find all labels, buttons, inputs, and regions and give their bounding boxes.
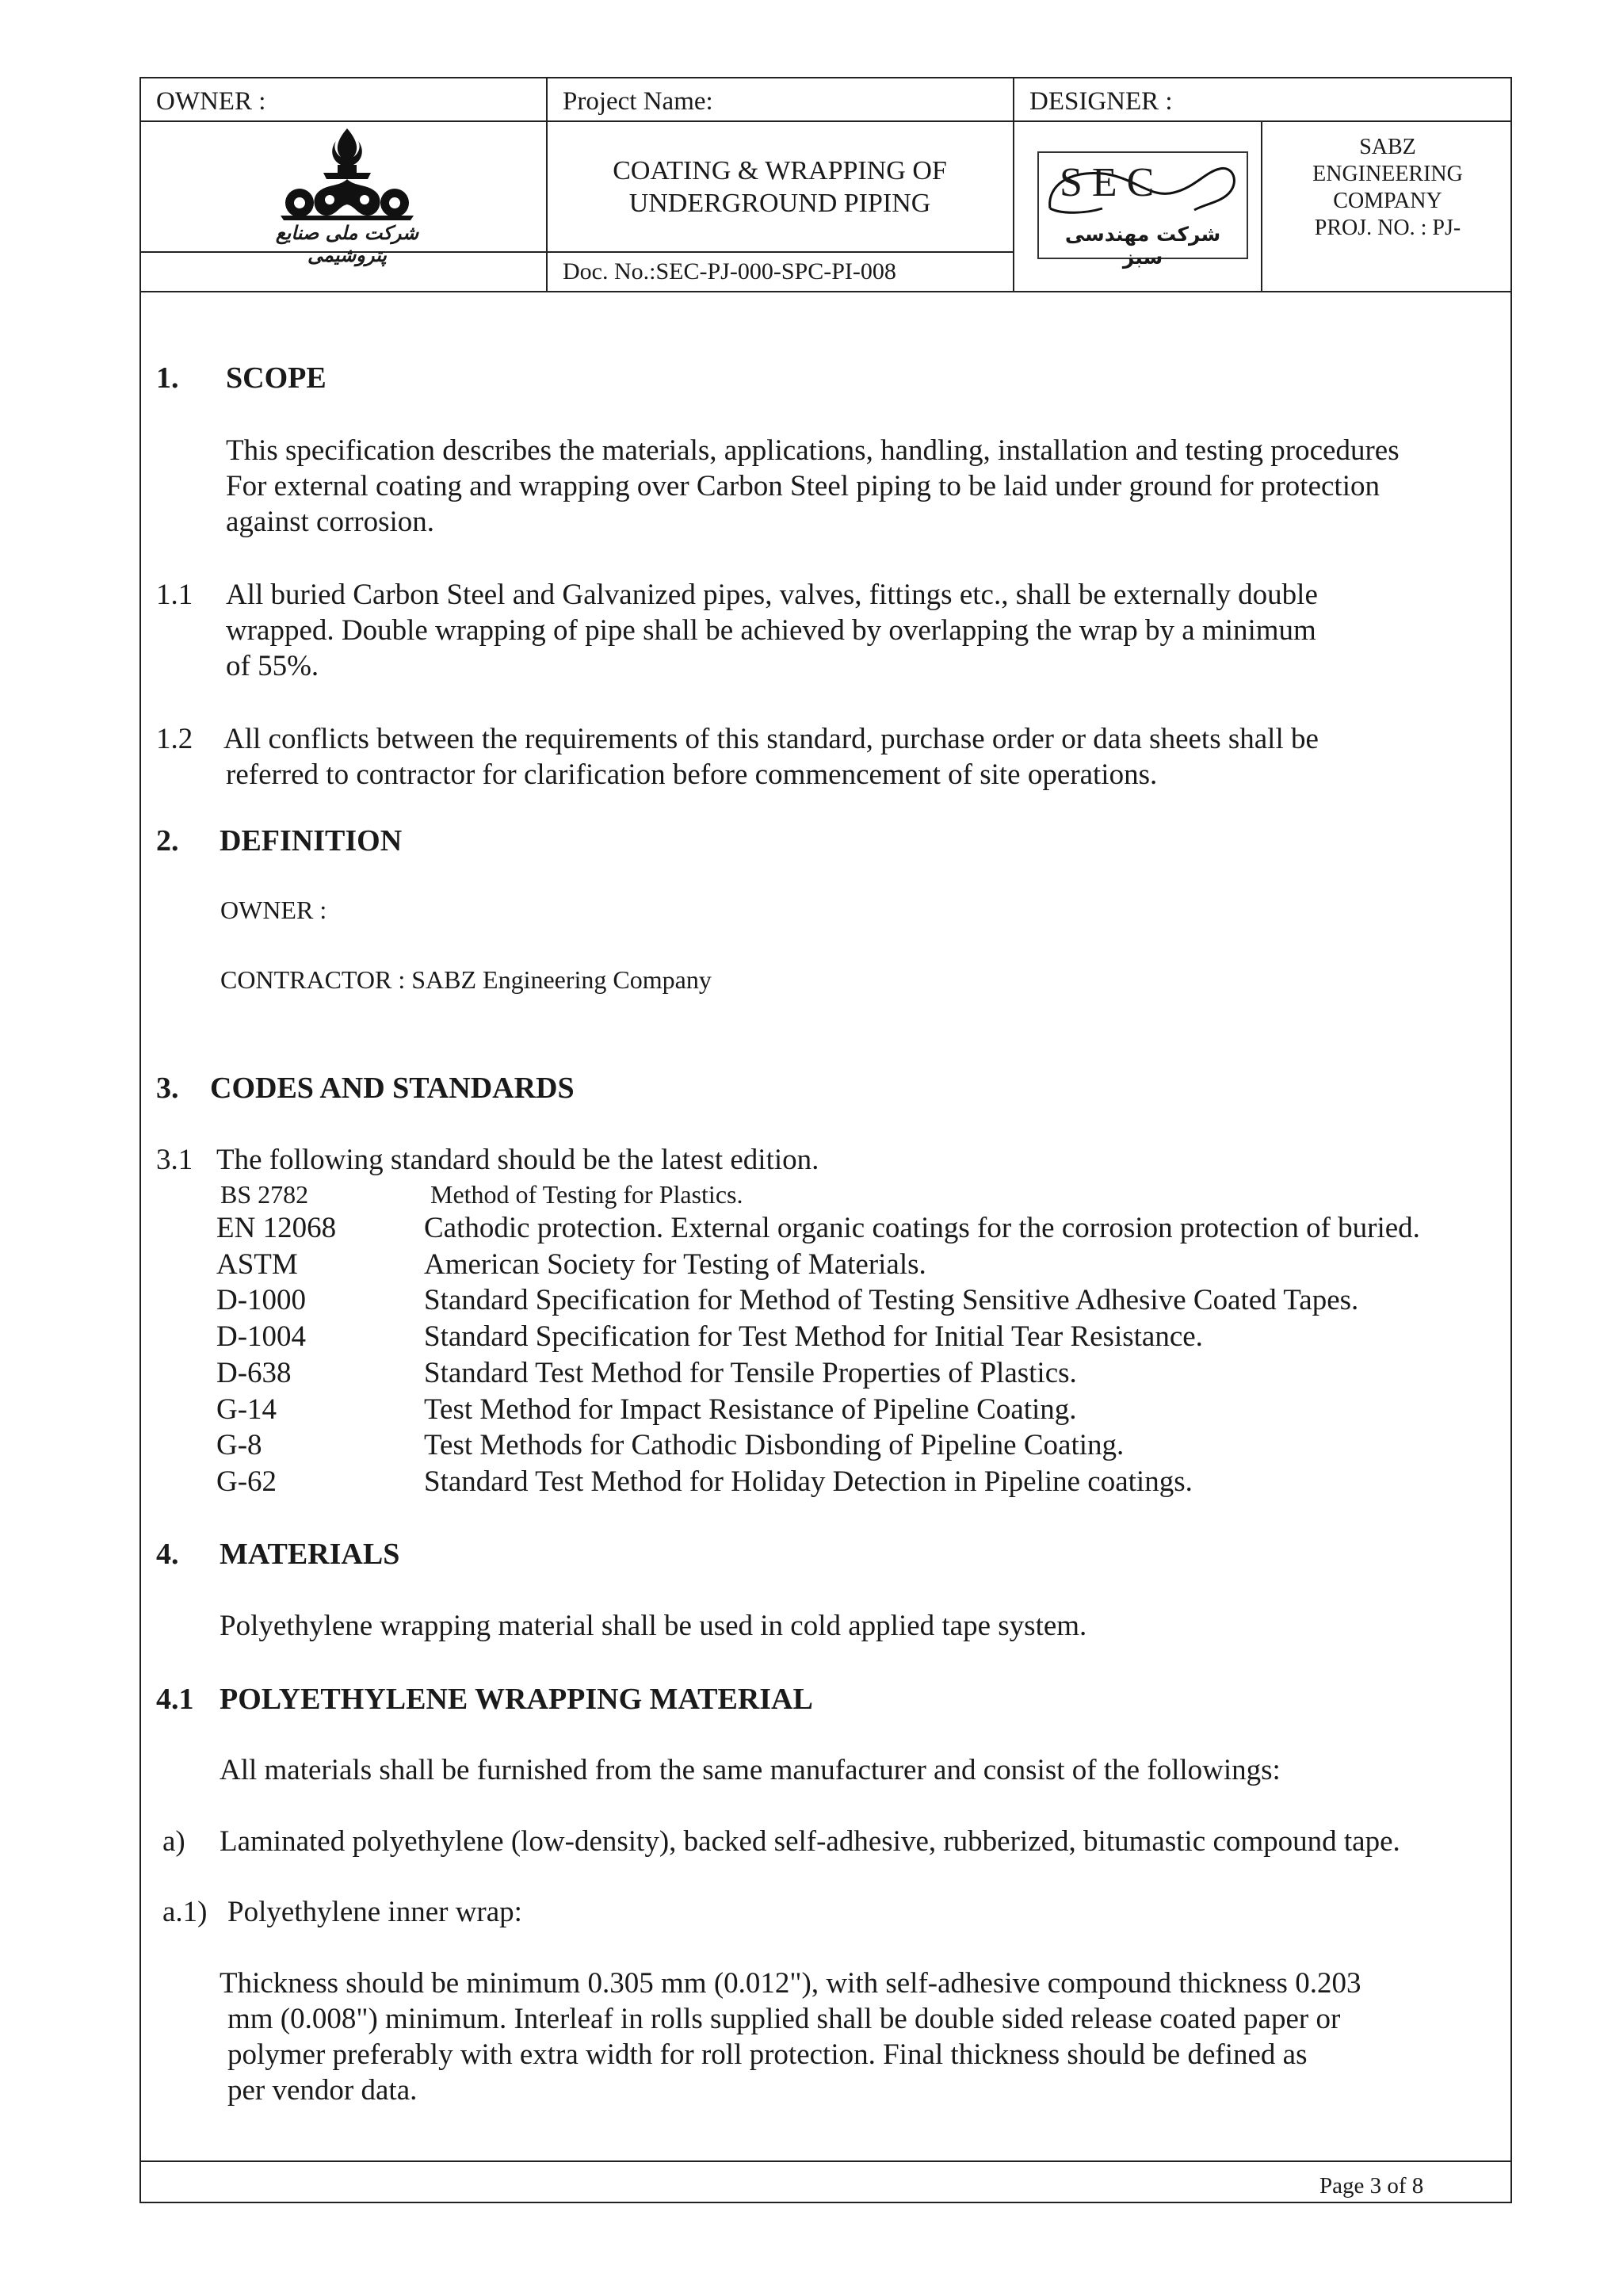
item-label: a) <box>162 1825 185 1858</box>
owner-label: OWNER : <box>156 87 266 116</box>
footer-rule <box>141 2160 1510 2162</box>
standard-description: Test Methods for Cathodic Disbonding of Pipeline Coating. <box>424 1429 1125 1461</box>
paragraph-line: All buried Carbon Steel and Galvanized pipes, valves, fittings etc., shall be externally double <box>226 579 1318 611</box>
company-name: ENGINEERING <box>1312 162 1463 186</box>
owner-logo <box>236 122 458 266</box>
paragraph-line: This specification describes the materials, applications, handling, installation and testing procedures <box>226 434 1400 467</box>
paragraph-line: Laminated polyethylene (low-density), backed self-adhesive, rubberized, bitumastic compound tape. <box>220 1825 1400 1858</box>
header-bottom-rule <box>141 291 1510 292</box>
paragraph-line: wrapped. Double wrapping of pipe shall be achieved by overlapping the wrap by a minimum <box>226 614 1316 647</box>
standard-code: ASTM <box>216 1248 298 1281</box>
project-title <box>547 155 1013 220</box>
paragraph-line: mm (0.008") minimum. Interleaf in rolls supplied shall be double sided release coated paper or <box>227 2003 1341 2035</box>
paragraph-line: All materials shall be furnished from the same manufacturer and consist of the followings: <box>220 1754 1281 1786</box>
clause-number: 1.1 <box>156 579 193 611</box>
contractor-definition: CONTRACTOR : SABZ Engineering Company <box>220 965 712 994</box>
standard-code: BS 2782 <box>220 1180 309 1209</box>
sec-logo <box>1037 151 1248 269</box>
section-title-definition: DEFINITION <box>220 824 403 858</box>
standard-code: D-1000 <box>216 1284 307 1316</box>
sec-logo-letters: SEC <box>1060 160 1164 205</box>
company-block <box>1262 134 1514 242</box>
owner-definition: OWNER : <box>220 896 327 924</box>
page-frame <box>139 77 1512 2203</box>
section-number: 4.1 <box>156 1683 194 1716</box>
section-number: 3. <box>156 1072 179 1105</box>
standard-description: Cathodic protection. External organic coatings for the corrosion protection of buried. <box>424 1212 1420 1244</box>
section-number: 1. <box>156 361 179 395</box>
paragraph-line: Polyethylene inner wrap: <box>227 1896 522 1928</box>
project-number: PROJ. NO. : PJ- <box>1314 216 1461 240</box>
company-name: SABZ <box>1359 135 1416 159</box>
standard-description: Standard Test Method for Tensile Properties of Plastics. <box>424 1357 1077 1389</box>
paragraph-line: of 55%. <box>226 650 319 682</box>
paragraph-line: Polyethylene wrapping material shall be used in cold applied tape system. <box>220 1610 1087 1642</box>
section-number: 4. <box>156 1538 179 1571</box>
paragraph-line: against corrosion. <box>226 506 435 538</box>
page-number: Page 3 of 8 <box>1319 2173 1424 2199</box>
standard-description: Standard Specification for Test Method for Initial Tear Resistance. <box>424 1320 1203 1353</box>
section-title-codes: CODES AND STANDARDS <box>210 1072 575 1105</box>
paragraph-line: The following standard should be the latest edition. <box>216 1144 819 1176</box>
clause-number: 1.2 <box>156 723 193 755</box>
item-label: a.1) <box>162 1896 208 1928</box>
doc-number: Doc. No.:SEC-PJ-000-SPC-PI-008 <box>563 258 896 285</box>
section-title-polyethylene: POLYETHYLENE WRAPPING MATERIAL <box>220 1683 813 1716</box>
header-divider <box>547 251 1013 253</box>
standard-code: D-1004 <box>216 1320 307 1353</box>
standard-code: G-14 <box>216 1393 277 1426</box>
standard-description: Standard Test Method for Holiday Detection in Pipeline coatings. <box>424 1465 1193 1498</box>
paragraph-line: referred to contractor for clarification before commencement of site operations. <box>226 758 1158 791</box>
standard-description: Method of Testing for Plastics. <box>430 1180 743 1209</box>
standard-code: EN 12068 <box>216 1212 337 1244</box>
paragraph-line: For external coating and wrapping over Carbon Steel piping to be laid under ground for protection <box>226 470 1380 502</box>
standard-description: Standard Specification for Method of Testing Sensitive Adhesive Coated Tapes. <box>424 1284 1359 1316</box>
project-name-label: Project Name: <box>563 87 713 116</box>
paragraph-line: All conflicts between the requirements of this standard, purchase order or data sheets shall be <box>223 723 1319 755</box>
standard-code: G-8 <box>216 1429 262 1461</box>
standard-code: D-638 <box>216 1357 292 1389</box>
section-number: 2. <box>156 824 179 858</box>
paragraph-line: per vendor data. <box>227 2074 418 2107</box>
company-name: COMPANY <box>1333 189 1442 213</box>
designer-label: DESIGNER : <box>1029 87 1173 116</box>
clause-number: 3.1 <box>156 1144 193 1176</box>
sec-logo-caption: شرکت مهندسی سبز <box>1064 223 1221 269</box>
section-title-materials: MATERIALS <box>220 1538 400 1571</box>
paragraph-line: Thickness should be minimum 0.305 mm (0.012"), with self-adhesive compound thickness 0.203 <box>220 1967 1361 2000</box>
project-title-line: UNDERGROUND PIPING <box>628 189 931 218</box>
paragraph-line: polymer preferably with extra width for roll protection. Final thickness should be defined as <box>227 2038 1308 2071</box>
header-divider <box>1013 78 1014 291</box>
owner-logo-caption: شرکت ملی صنایع پتروشیمی <box>275 222 419 266</box>
standard-description: Test Method for Impact Resistance of Pipeline Coating. <box>424 1393 1077 1426</box>
project-title-line: COATING & WRAPPING OF <box>613 156 947 185</box>
standard-code: G-62 <box>216 1465 277 1498</box>
section-title-scope: SCOPE <box>226 361 327 395</box>
standard-description: American Society for Testing of Materials. <box>424 1248 926 1281</box>
